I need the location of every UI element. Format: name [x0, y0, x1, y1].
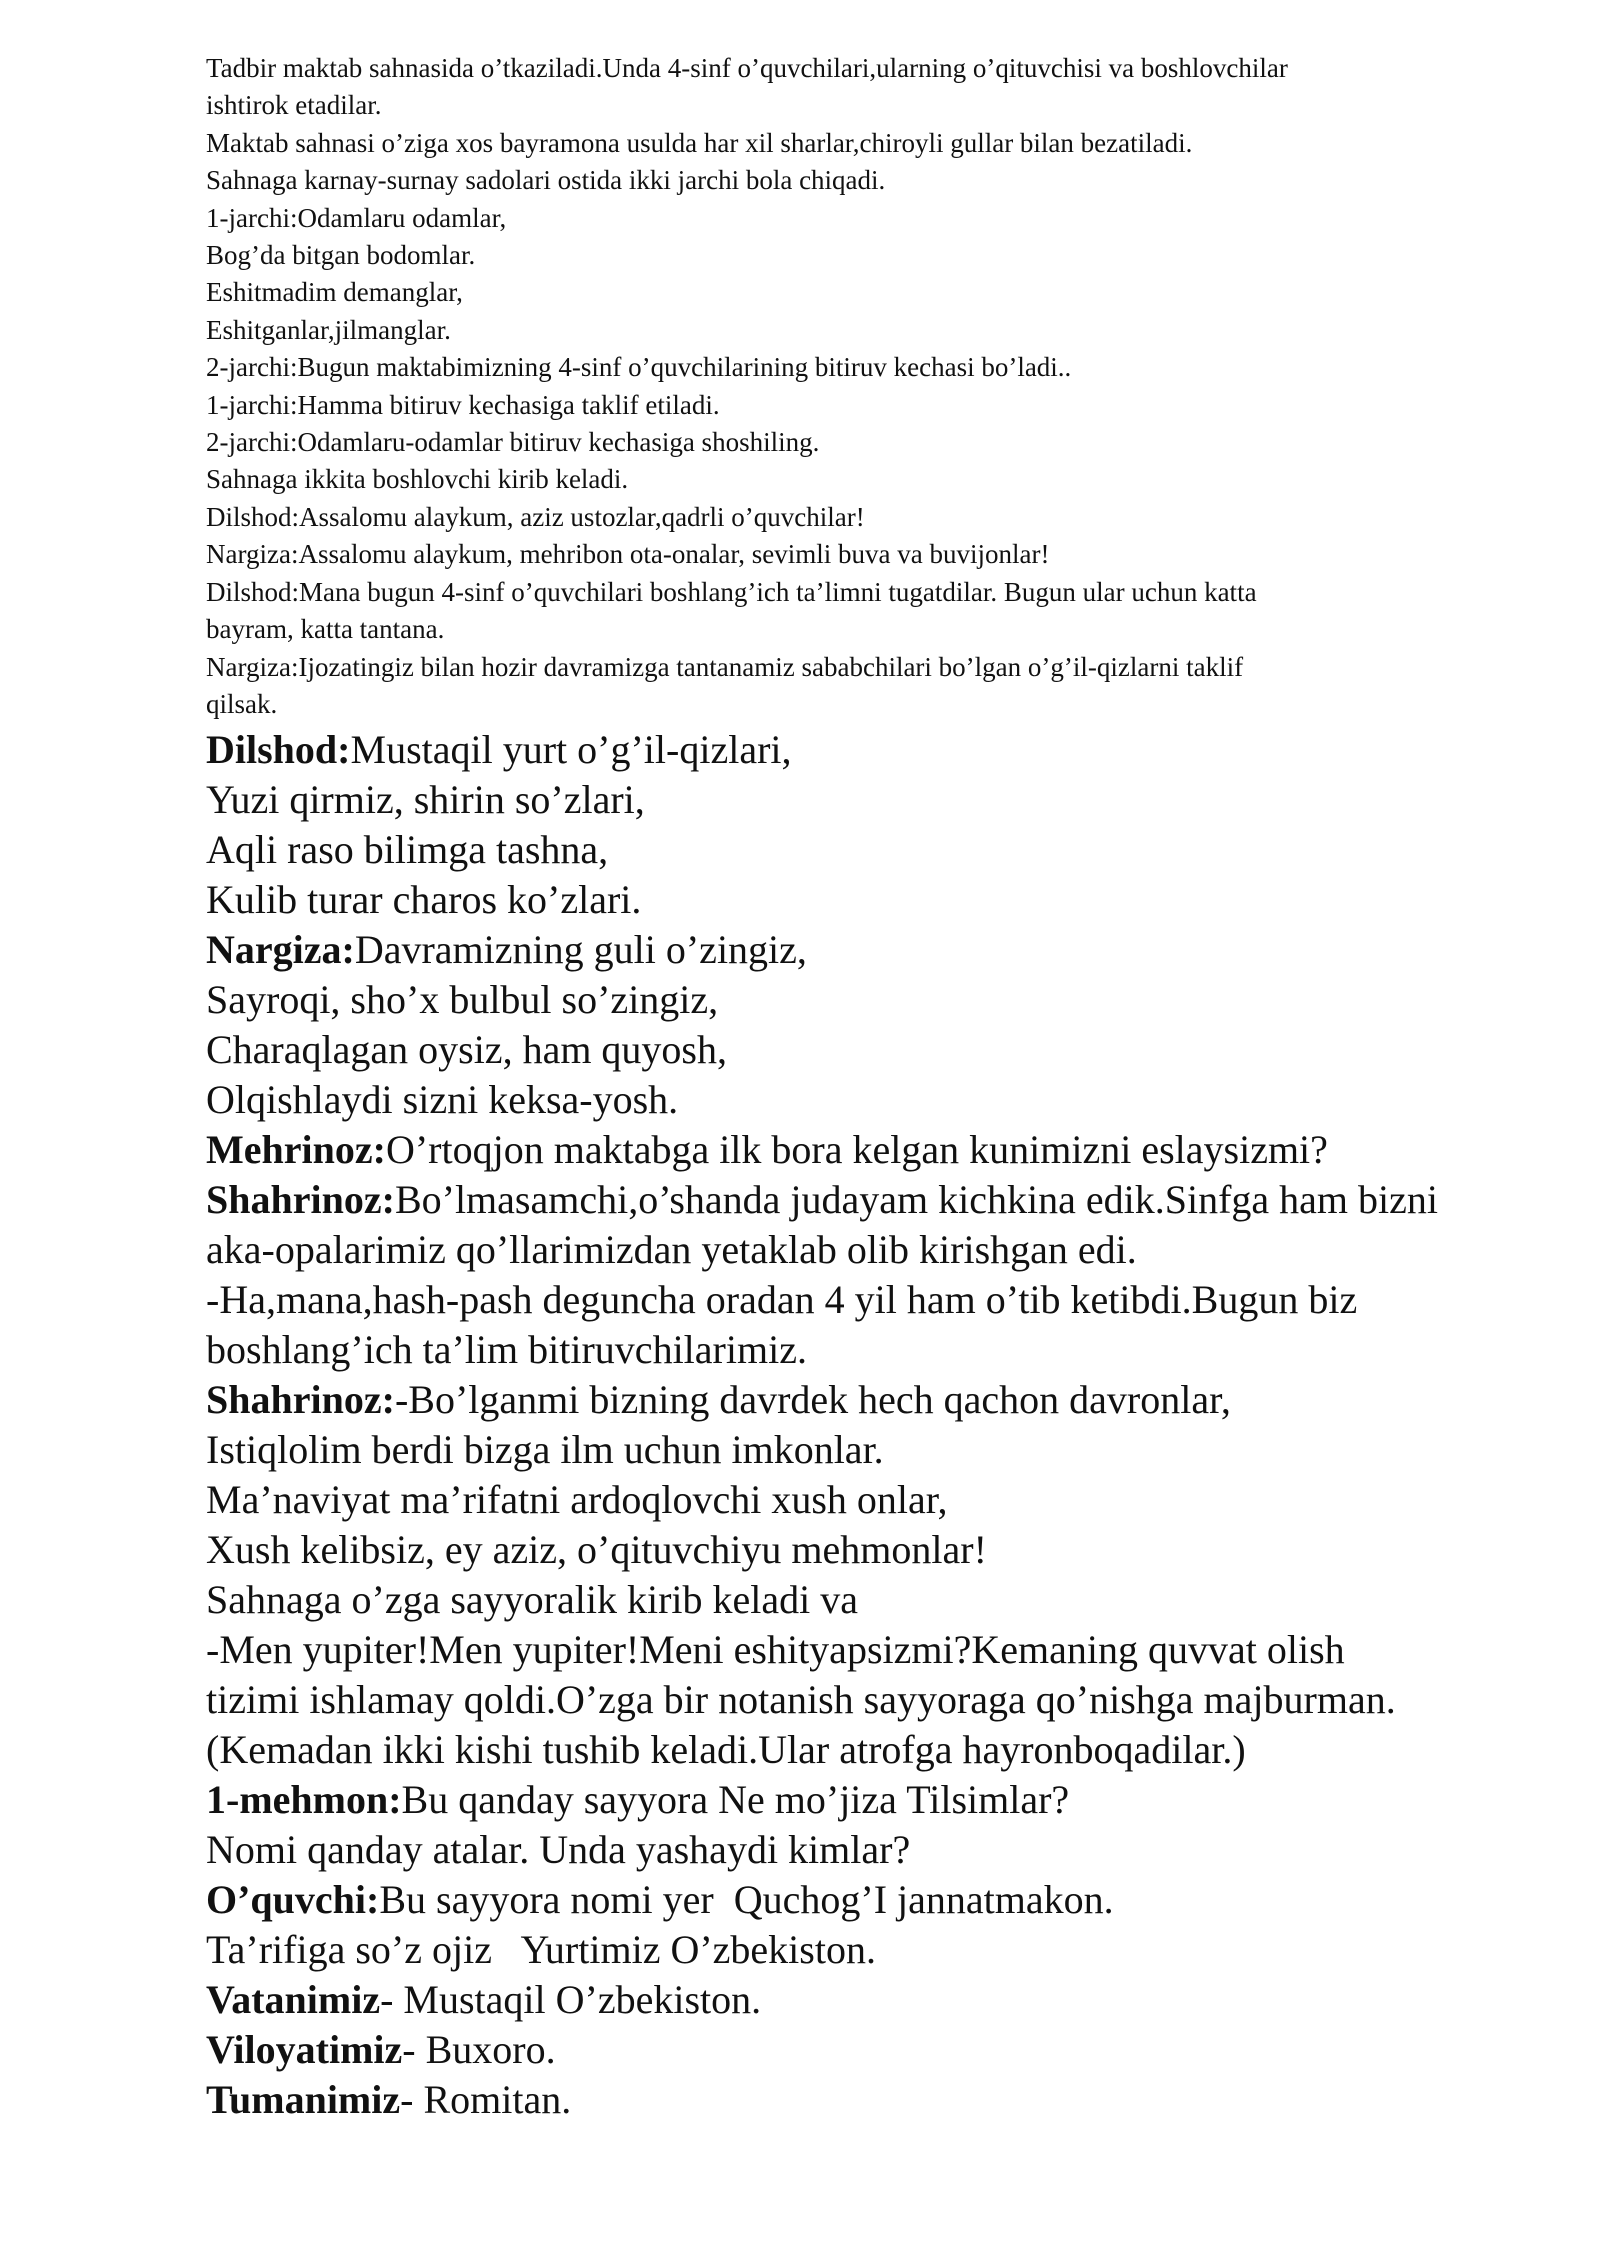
intro-line: Dilshod:Mana bugun 4-sinf o’quvchilari boshlang’ich ta’limni tugatdilar. Bugun ular uchun katta — [206, 576, 1257, 607]
line-text: - Mustaqil O’zbekiston. — [380, 1977, 762, 2023]
script-line — [206, 1275, 1546, 1325]
intro-line: Bog’da bitgan bodomlar. — [206, 240, 476, 271]
document-page — [206, 50, 1546, 2125]
line-text: Nomi qanday atalar. Unda yashaydi kimlar? — [206, 1827, 911, 1873]
line-text: Sahnaga o’zga sayyoralik kirib keladi va — [206, 1577, 858, 1623]
script-line — [206, 1975, 1546, 2025]
line-text: Bu sayyora nomi yer Quchog’I jannatmakon. — [379, 1877, 1114, 1923]
intro-line: ishtirok etadilar. — [206, 90, 382, 121]
line-text: (Kemadan ikki kishi tushib keladi.Ular atrofga hayronboqadilar.) — [206, 1727, 1246, 1773]
script-line — [206, 1725, 1546, 1775]
intro-line: Dilshod:Assalomu alaykum, aziz ustozlar,qadrli o’quvchilar! — [206, 501, 865, 532]
speaker-name: 1-mehmon: — [206, 1777, 402, 1823]
line-text: Bu qanday sayyora Ne mo’jiza Tilsimlar? — [401, 1777, 1070, 1823]
script-line — [206, 2075, 1546, 2125]
line-text: Xush kelibsiz, ey aziz, o’qituvchiyu mehmonlar! — [206, 1527, 987, 1573]
speaker-name: Viloyatimiz — [206, 2027, 403, 2073]
script-line — [206, 1075, 1546, 1125]
intro-line: Sahnaga ikkita boshlovchi kirib keladi. — [206, 464, 629, 495]
intro-line: 1-jarchi:Hamma bitiruv kechasiga taklif etiladi. — [206, 389, 720, 420]
script-line — [206, 1675, 1546, 1725]
line-text: tizimi ishlamay qoldi.O’zga bir notanish sayyoraga qo’nishga majburman. — [206, 1677, 1396, 1723]
script-line — [206, 1475, 1546, 1525]
intro-line: qilsak. — [206, 688, 278, 719]
line-text: Olqishlaydi sizni keksa-yosh. — [206, 1077, 679, 1123]
script-line — [206, 1625, 1546, 1675]
script-line — [206, 1225, 1546, 1275]
speaker-name: Shahrinoz: — [206, 1177, 395, 1223]
line-text: - Buxoro. — [402, 2027, 556, 2073]
intro-line: Tadbir maktab sahnasida o’tkaziladi.Unda 4-sinf o’quvchilari,ularning o’qituvchisi va boshlovchilar — [206, 53, 1288, 83]
line-text: Bo’lmasamchi,o’shanda judayam kichkina edik.Sinfga ham bizni — [394, 1177, 1439, 1223]
script-line — [206, 1525, 1546, 1575]
line-text: Davramizning guli o’zingiz, — [354, 927, 807, 973]
line-text: -Men yupiter!Men yupiter!Meni eshityapsizmi?Kemaning quvvat olish — [206, 1627, 1345, 1673]
script-line — [206, 1125, 1546, 1175]
script-line — [206, 2025, 1546, 2075]
script-line — [206, 925, 1546, 975]
script-line — [206, 825, 1546, 875]
script-line — [206, 875, 1546, 925]
intro-line: Eshitmadim demanglar, — [206, 277, 463, 308]
line-text: Mustaqil yurt o’g’il-qizlari, — [350, 727, 792, 773]
script-line — [206, 1375, 1546, 1425]
intro-line: bayram, katta tantana. — [206, 614, 445, 645]
script-line — [206, 1025, 1546, 1075]
line-text: Istiqlolim berdi bizga ilm uchun imkonlar. — [206, 1427, 884, 1473]
speaker-name: Tumanimiz — [206, 2077, 401, 2123]
intro-line: Sahnaga karnay-surnay sadolari ostida ikki jarchi bola chiqadi. — [206, 165, 886, 196]
line-text: Yuzi qirmiz, shirin so’zlari, — [206, 777, 645, 823]
intro-section — [206, 50, 1546, 723]
script-line — [206, 1425, 1546, 1475]
script-line — [206, 1825, 1546, 1875]
line-text: -Ha,mana,hash-pash deguncha oradan 4 yil ham o’tib ketibdi.Bugun biz — [206, 1277, 1358, 1323]
script-line — [206, 975, 1546, 1025]
script-line — [206, 775, 1546, 825]
intro-line: Maktab sahnasi o’ziga xos bayramona usulda har xil sharlar,chiroyli gullar bilan bezatiladi. — [206, 127, 1193, 158]
intro-line: Nargiza:Assalomu alaykum, mehribon ota-onalar, sevimli buva va buvijonlar! — [206, 539, 1050, 570]
line-text: boshlang’ich ta’lim bitiruvchilarimiz. — [206, 1327, 807, 1373]
line-text: - Romitan. — [400, 2077, 572, 2123]
intro-line: 1-jarchi:Odamlaru odamlar, — [206, 202, 507, 233]
speaker-name: Nargiza: — [206, 927, 355, 973]
speaker-name: Mehrinoz: — [206, 1127, 386, 1173]
script-line — [206, 1325, 1546, 1375]
intro-line: 2-jarchi:Odamlaru-odamlar bitiruv kechasiga shoshiling. — [206, 427, 820, 458]
line-text: aka-opalarimiz qo’llarimizdan yetaklab olib kirishgan edi. — [206, 1227, 1137, 1273]
script-line — [206, 1925, 1546, 1975]
speaker-name: O’quvchi: — [206, 1877, 380, 1923]
speaker-name: Dilshod: — [206, 727, 351, 773]
script-line — [206, 725, 1546, 775]
line-text: Aqli raso bilimga tashna, — [206, 827, 609, 873]
line-text: Sayroqi, sho’x bulbul so’zingiz, — [206, 977, 719, 1023]
line-text: Kulib turar charos ko’zlari. — [206, 877, 642, 923]
script-section — [206, 725, 1546, 2125]
line-text: -Bo’lganmi bizning davrdek hech qachon davronlar, — [394, 1377, 1231, 1423]
script-line — [206, 1175, 1546, 1225]
intro-line: Eshitganlar,jilmanglar. — [206, 314, 451, 345]
script-line — [206, 1775, 1546, 1825]
line-text: Charaqlagan oysiz, ham quyosh, — [206, 1027, 727, 1073]
line-text: Ma’naviyat ma’rifatni ardoqlovchi xush onlar, — [206, 1477, 948, 1523]
intro-line: 2-jarchi:Bugun maktabimizning 4-sinf o’quvchilarining bitiruv kechasi bo’ladi.. — [206, 352, 1072, 383]
script-line — [206, 1575, 1546, 1625]
script-line — [206, 1875, 1546, 1925]
speaker-name: Shahrinoz: — [206, 1377, 395, 1423]
line-text: Ta’rifiga so’z ojiz Yurtimiz O’zbekiston. — [206, 1927, 876, 1973]
intro-line: Nargiza:Ijozatingiz bilan hozir davramizga tantanamiz sababchilari bo’lgan o’g’il-qizlarni taklif — [206, 651, 1244, 682]
speaker-name: Vatanimiz — [206, 1977, 381, 2023]
line-text: O’rtoqjon maktabga ilk bora kelgan kunimizni eslaysizmi? — [385, 1127, 1328, 1173]
